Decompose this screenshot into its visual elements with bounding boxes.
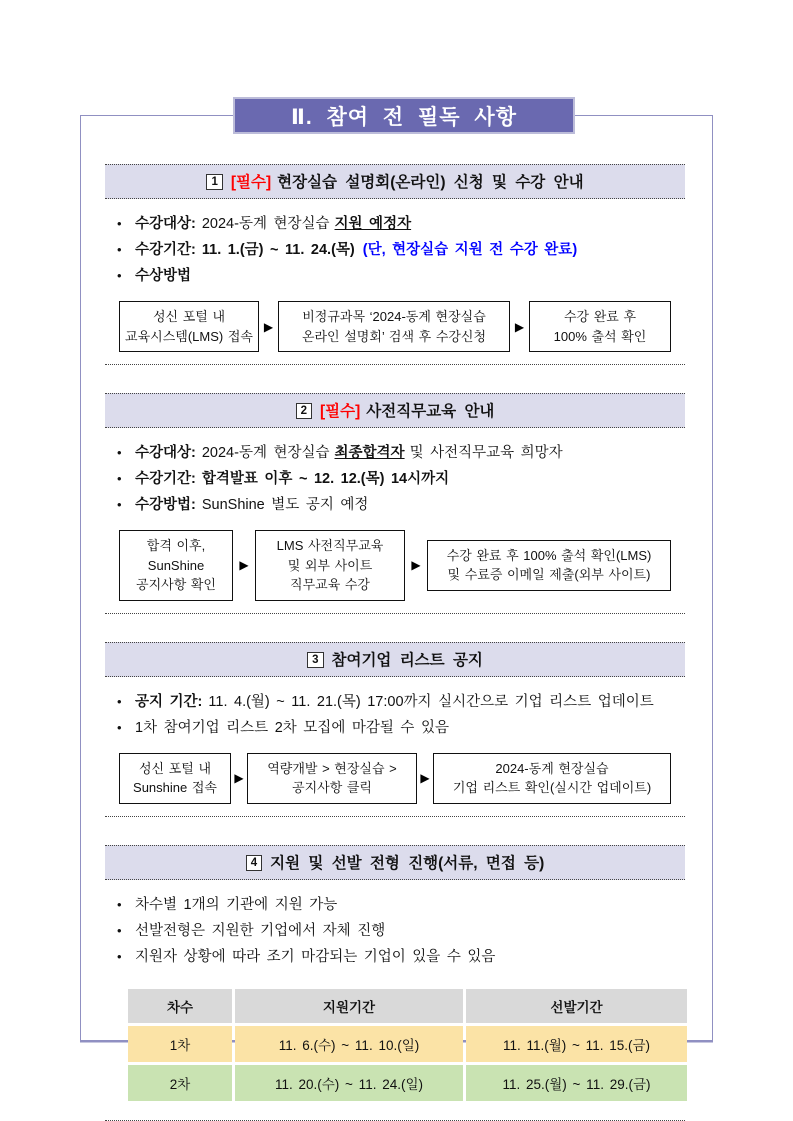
section-online-briefing bbox=[105, 164, 685, 365]
arrow-right-icon: ▶ bbox=[514, 319, 525, 334]
section-divider bbox=[105, 1120, 685, 1121]
bullet-label: 수상방법 bbox=[135, 268, 192, 284]
section-divider bbox=[105, 816, 685, 817]
bullet-item bbox=[117, 944, 685, 970]
flow-step-2: 비정규과목 ‘2024-동계 현장실습 온라인 설명회’ 검색 후 수강신청 bbox=[278, 301, 510, 352]
flow-step-3: 수강 완료 후 100% 출석 확인 bbox=[529, 301, 671, 352]
section-divider bbox=[105, 613, 685, 614]
bullet-text: 11. 4.(월) ~ 11. 21.(목) 17:00까지 실시간으로 기업 리스트 업데이트 bbox=[208, 693, 654, 710]
section-divider bbox=[105, 364, 685, 365]
bullet-emphasis: 최종합격자 bbox=[334, 445, 405, 461]
required-badge: [필수] bbox=[230, 174, 272, 191]
column-header-round: 차수 bbox=[128, 989, 232, 1023]
bullet-note: (단, 현장실습 지원 전 수강 완료) bbox=[362, 242, 578, 258]
schedule-table bbox=[125, 986, 690, 1104]
cell-selection-period: 11. 25.(월) ~ 11. 29.(금) bbox=[466, 1065, 687, 1101]
bullet-period bbox=[117, 466, 685, 492]
bullet-text: SunShine 별도 공지 예정 bbox=[201, 497, 369, 513]
arrow-right-icon: ▶ bbox=[411, 558, 421, 573]
section-1-bullets bbox=[105, 199, 685, 297]
section-4-header bbox=[105, 845, 685, 880]
bullet-text: 2024-동계 현장실습 bbox=[201, 216, 330, 232]
bullet-text: 1차 참여기업 리스트 2차 모집에 마감될 수 있음 bbox=[135, 719, 449, 736]
arrow-right-icon: ▶ bbox=[420, 771, 430, 785]
table-row-round-1 bbox=[128, 1026, 687, 1062]
bullet-dot-icon: • bbox=[117, 471, 122, 486]
cell-application-period: 11. 20.(수) ~ 11. 24.(일) bbox=[235, 1065, 463, 1101]
section-2-bullets bbox=[105, 428, 685, 526]
required-badge: [필수] bbox=[320, 403, 361, 420]
cell-round: 2차 bbox=[128, 1065, 232, 1101]
bullet-dot-icon: • bbox=[117, 268, 122, 283]
section-4-bullets bbox=[105, 880, 685, 978]
bullet-item bbox=[117, 892, 685, 918]
bullet-text: 지원자 상황에 따라 조기 마감되는 기업이 있을 수 있음 bbox=[135, 948, 496, 965]
bullet-dot-icon: • bbox=[117, 693, 122, 709]
bullet-note bbox=[117, 715, 685, 741]
bullet-label: 수강대상: bbox=[135, 445, 196, 461]
bullet-text: 차수별 1개의 기관에 지원 가능 bbox=[135, 896, 338, 913]
bullet-text: 및 사전직무교육 희망자 bbox=[409, 445, 563, 461]
bullet-item bbox=[117, 918, 685, 944]
bullet-dot-icon: • bbox=[117, 445, 122, 460]
section-3-flow bbox=[119, 753, 671, 804]
section-2-flow bbox=[119, 530, 671, 601]
bullet-dot-icon: • bbox=[117, 497, 122, 512]
flow-step-3: 2024-동계 현장실습 기업 리스트 확인(실시간 업데이트) bbox=[433, 753, 671, 804]
arrow-right-icon: ▶ bbox=[239, 558, 249, 573]
bullet-target bbox=[117, 440, 685, 466]
bullet-notice-period bbox=[117, 689, 685, 715]
flow-step-1: 성신 포털 내 교육시스템(LMS) 접속 bbox=[119, 301, 259, 352]
bullet-value: 11. 1.(금) ~ 11. 24.(목) bbox=[201, 242, 355, 258]
section-2-number: 2 bbox=[296, 403, 312, 419]
section-1-flow bbox=[119, 301, 671, 352]
section-1-title: 현장실습 설명회(온라인) 신청 및 수강 안내 bbox=[277, 174, 584, 191]
arrow-right-icon: ▶ bbox=[234, 771, 244, 785]
bullet-method bbox=[117, 263, 685, 289]
section-2-header bbox=[105, 393, 685, 428]
section-3-title: 참여기업 리스트 공지 bbox=[331, 651, 483, 669]
section-1-header bbox=[105, 164, 685, 199]
bullet-dot-icon: • bbox=[117, 242, 122, 257]
page-title: Ⅱ. 참여 전 필독 사항 bbox=[290, 105, 517, 129]
column-header-selection-period: 선발기간 bbox=[466, 989, 687, 1023]
bullet-label: 수강기간: bbox=[135, 471, 196, 487]
cell-application-period: 11. 6.(수) ~ 11. 10.(일) bbox=[235, 1026, 463, 1062]
arrow-right-icon: ▶ bbox=[263, 319, 274, 334]
section-pre-job-training bbox=[105, 393, 685, 614]
page-title-banner bbox=[233, 97, 575, 134]
section-3-header bbox=[105, 642, 685, 677]
bullet-dot-icon: • bbox=[117, 896, 122, 912]
flow-step-3: 수강 완료 후 100% 출석 확인(LMS) 및 수료증 이메일 제출(외부 사이트) bbox=[427, 540, 671, 591]
cell-selection-period: 11. 11.(월) ~ 11. 15.(금) bbox=[466, 1026, 687, 1062]
section-1-number: 1 bbox=[206, 174, 222, 190]
section-company-list bbox=[105, 642, 685, 817]
section-4-number: 4 bbox=[246, 855, 262, 871]
column-header-application-period: 지원기간 bbox=[235, 989, 463, 1023]
table-row-round-2 bbox=[128, 1065, 687, 1101]
flow-step-1: 성신 포털 내 Sunshine 접속 bbox=[119, 753, 231, 804]
bullet-text: 2024-동계 현장실습 bbox=[201, 445, 330, 461]
bullet-value: 합격발표 이후 ~ 12. 12.(목) 14시까지 bbox=[201, 471, 450, 487]
sections-container bbox=[105, 164, 685, 1121]
section-3-bullets bbox=[105, 677, 685, 749]
bullet-label: 수강기간: bbox=[135, 242, 196, 258]
bullet-target bbox=[117, 211, 685, 237]
bullet-label: 공지 기간: bbox=[135, 693, 203, 710]
bullet-period bbox=[117, 237, 685, 263]
bullet-dot-icon: • bbox=[117, 948, 122, 964]
flow-step-2: 역량개발 > 현장실습 > 공지사항 클릭 bbox=[247, 753, 417, 804]
bullet-emphasis: 지원 예정자 bbox=[334, 216, 412, 232]
bullet-dot-icon: • bbox=[117, 719, 122, 735]
bullet-dot-icon: • bbox=[117, 216, 122, 231]
flow-step-2: LMS 사전직무교육 및 외부 사이트 직무교육 수강 bbox=[255, 530, 405, 601]
section-2-title: 사전직무교육 안내 bbox=[366, 403, 495, 420]
bullet-method bbox=[117, 492, 685, 518]
bullet-label: 수강방법: bbox=[135, 497, 196, 513]
bullet-dot-icon: • bbox=[117, 922, 122, 938]
section-application-selection bbox=[105, 845, 685, 1121]
section-4-title: 지원 및 선발 전형 진행(서류, 면접 등) bbox=[270, 854, 545, 872]
cell-round: 1차 bbox=[128, 1026, 232, 1062]
table-header-row bbox=[128, 989, 687, 1023]
bullet-label: 수강대상: bbox=[135, 216, 196, 232]
bullet-text: 선발전형은 지원한 기업에서 자체 진행 bbox=[135, 922, 386, 939]
flow-step-1: 합격 이후, SunShine 공지사항 확인 bbox=[119, 530, 233, 601]
section-3-number: 3 bbox=[307, 652, 323, 668]
